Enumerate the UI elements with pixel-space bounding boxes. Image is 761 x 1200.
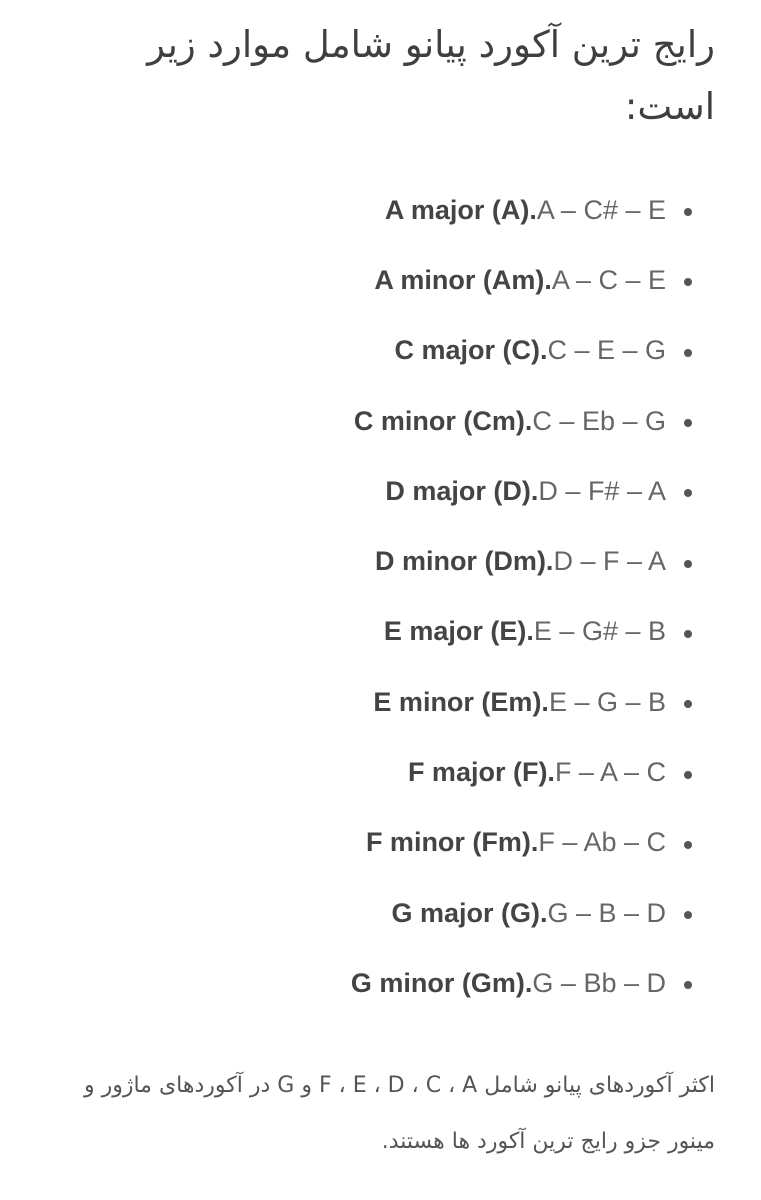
- chord-name: C major (C).: [394, 335, 548, 366]
- chord-text: [385, 195, 666, 226]
- chord-list-item: [0, 175, 761, 245]
- chord-name: E minor (Em).: [373, 686, 549, 717]
- bullet-icon: [684, 419, 692, 427]
- chord-list-item: [0, 948, 761, 1018]
- chord-notes: D – F# – A: [538, 475, 666, 506]
- chord-notes: C – Eb – G: [532, 405, 666, 436]
- bullet-icon: [684, 911, 692, 919]
- chord-notes: G – B – D: [547, 897, 666, 928]
- chord-text: [354, 406, 666, 437]
- chord-text: [408, 757, 666, 788]
- chord-text: [374, 265, 666, 296]
- chord-text: [394, 335, 666, 366]
- chord-text: [385, 476, 666, 507]
- chord-list-item: [0, 667, 761, 737]
- bullet-icon: [684, 700, 692, 708]
- chord-notes: A – C# – E: [536, 194, 666, 225]
- section-heading: رایج ترین آکورد پیانو شامل موارد زیر است:: [147, 23, 715, 128]
- chord-list: [0, 175, 761, 1019]
- chord-text: [373, 687, 666, 718]
- chord-list-item: [0, 597, 761, 667]
- bullet-icon: [684, 771, 692, 779]
- chord-list-item: [0, 245, 761, 315]
- chord-text: [351, 968, 666, 999]
- chord-text: [391, 898, 666, 929]
- chord-notes: D – F – A: [553, 546, 666, 577]
- chord-notes: G – Bb – D: [532, 967, 666, 998]
- footer-paragraph: اکثر آکوردهای پیانو شامل F ، E ، D ، C ، A و G در آکوردهای ماژور و مینور جزو رایج ترین آکورد ها هستند.: [83, 1073, 715, 1154]
- bullet-icon: [684, 489, 692, 497]
- chord-name: D major (D).: [385, 475, 539, 506]
- chord-list-item: [0, 808, 761, 878]
- bullet-icon: [684, 349, 692, 357]
- bullet-icon: [684, 560, 692, 568]
- chord-notes: A – C – E: [551, 264, 666, 295]
- chord-list-item: [0, 737, 761, 807]
- chord-text: [375, 546, 666, 577]
- chord-list-item: [0, 456, 761, 526]
- chord-notes: F – Ab – C: [538, 827, 666, 858]
- chord-text: [366, 827, 666, 858]
- chord-notes: C – E – G: [547, 335, 666, 366]
- chord-notes: E – G – B: [548, 686, 666, 717]
- bullet-icon: [684, 630, 692, 638]
- chord-text: [384, 616, 666, 647]
- bullet-icon: [684, 981, 692, 989]
- bullet-icon: [684, 841, 692, 849]
- bullet-icon: [684, 278, 692, 286]
- chord-name: G minor (Gm).: [350, 967, 533, 998]
- chord-name: A major (A).: [384, 194, 537, 225]
- chord-list-item: [0, 526, 761, 596]
- chord-notes: E – G# – B: [533, 616, 666, 647]
- chord-list-item: [0, 316, 761, 386]
- chord-list-item: [0, 878, 761, 948]
- chord-name: F major (F).: [407, 757, 555, 788]
- chord-name: F minor (Fm).: [365, 827, 539, 858]
- bullet-icon: [684, 208, 692, 216]
- chord-name: E major (E).: [383, 616, 534, 647]
- chord-name: A minor (Am).: [374, 264, 552, 295]
- chord-name: D minor (Dm).: [374, 546, 554, 577]
- chord-name: C minor (Cm).: [353, 405, 533, 436]
- chord-notes: F – A – C: [554, 757, 666, 788]
- chord-list-item: [0, 386, 761, 456]
- chord-name: G major (G).: [391, 897, 548, 928]
